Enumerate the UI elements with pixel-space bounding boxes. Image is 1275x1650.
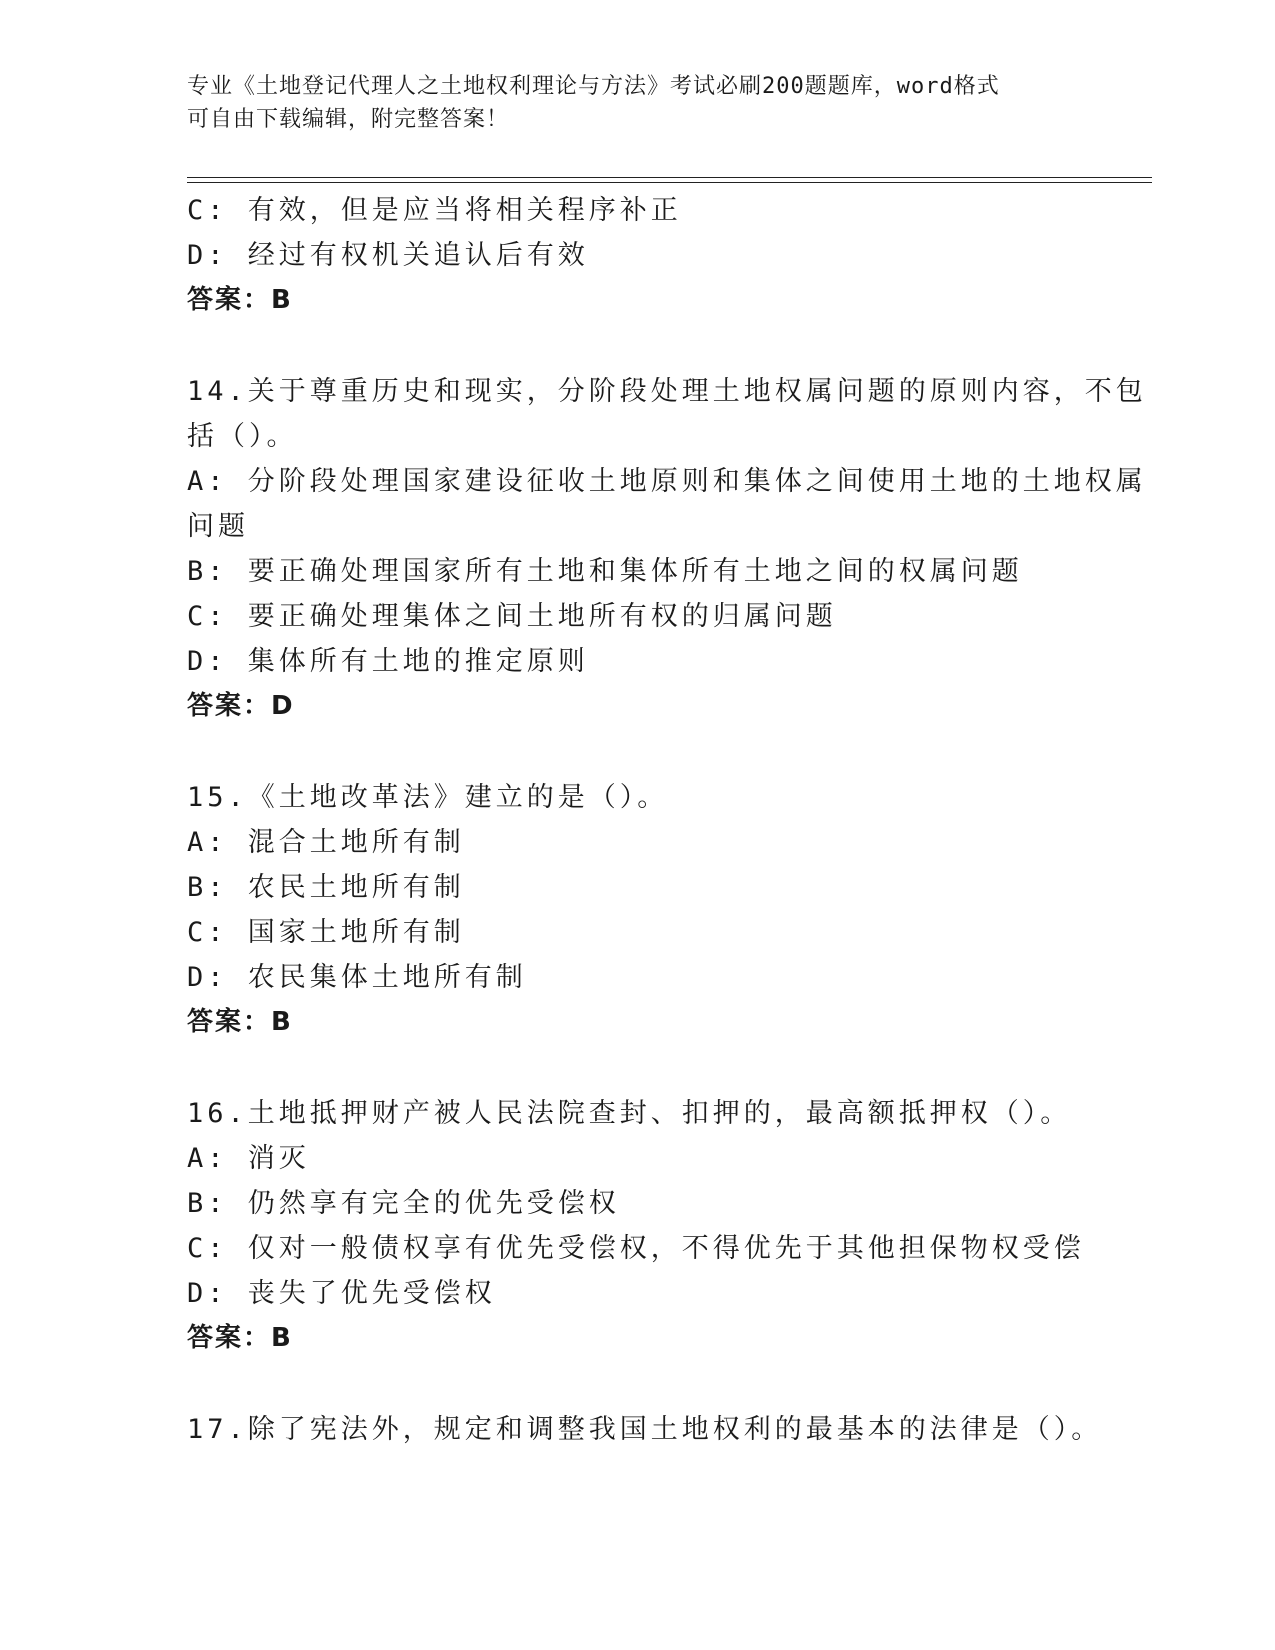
header-line-1: 专业《土地登记代理人之土地权利理论与方法》考试必刷200题题库，word格式 xyxy=(187,74,1000,99)
option-a: A: 消灭 xyxy=(187,1143,310,1174)
question-stem-line: 15.《土地改革法》建立的是（）。 xyxy=(187,782,669,813)
answer-line: 答案：B xyxy=(187,285,293,315)
question-15 xyxy=(187,775,1087,1045)
question-17 xyxy=(187,1407,1103,1452)
answer-line: 答案：B xyxy=(187,1323,293,1353)
option-c: C: 仅对一般债权享有优先受偿权，不得优先于其他担保物权受偿 xyxy=(187,1233,1085,1264)
option-a: A: 混合土地所有制 xyxy=(187,827,465,858)
option-b: B: 农民土地所有制 xyxy=(187,872,465,903)
header-rule-bottom xyxy=(187,182,1152,183)
document-header xyxy=(187,70,1067,136)
option-c: C: 有效，但是应当将相关程序补正 xyxy=(187,195,682,226)
question-stem-line: 括（）。 xyxy=(187,421,298,452)
option-b: B: 要正确处理国家所有土地和集体所有土地之间的权属问题 xyxy=(187,556,1023,587)
option-a-continued: 问题 xyxy=(187,511,249,542)
answer-line: 答案：B xyxy=(187,1007,293,1037)
option-d: D: 集体所有土地的推定原则 xyxy=(187,646,589,677)
question-list xyxy=(187,188,1147,1452)
option-d: D: 丧失了优先受偿权 xyxy=(187,1278,496,1309)
option-d: D: 农民集体土地所有制 xyxy=(187,962,527,993)
option-c: C: 国家土地所有制 xyxy=(187,917,465,948)
header-rule-top xyxy=(187,177,1152,178)
option-a: A: 分阶段处理国家建设征收土地原则和集体之间使用土地的土地权属 xyxy=(187,466,1147,497)
question-16 xyxy=(187,1091,1087,1361)
question-stem-line: 14.关于尊重历史和现实，分阶段处理土地权属问题的原则内容，不包 xyxy=(187,376,1147,407)
option-b: B: 仍然享有完全的优先受偿权 xyxy=(187,1188,620,1219)
partial-question xyxy=(187,188,1087,323)
question-14 xyxy=(187,369,1147,729)
answer-line: 答案：D xyxy=(187,691,295,721)
question-stem-line: 17.除了宪法外，规定和调整我国土地权利的最基本的法律是（）。 xyxy=(187,1414,1103,1445)
question-stem-line: 16.土地抵押财产被人民法院查封、扣押的，最高额抵押权（）。 xyxy=(187,1098,1072,1129)
header-line-2: 可自由下载编辑，附完整答案！ xyxy=(187,107,510,132)
option-d: D: 经过有权机关追认后有效 xyxy=(187,240,589,271)
option-c: C: 要正确处理集体之间土地所有权的归属问题 xyxy=(187,601,837,632)
